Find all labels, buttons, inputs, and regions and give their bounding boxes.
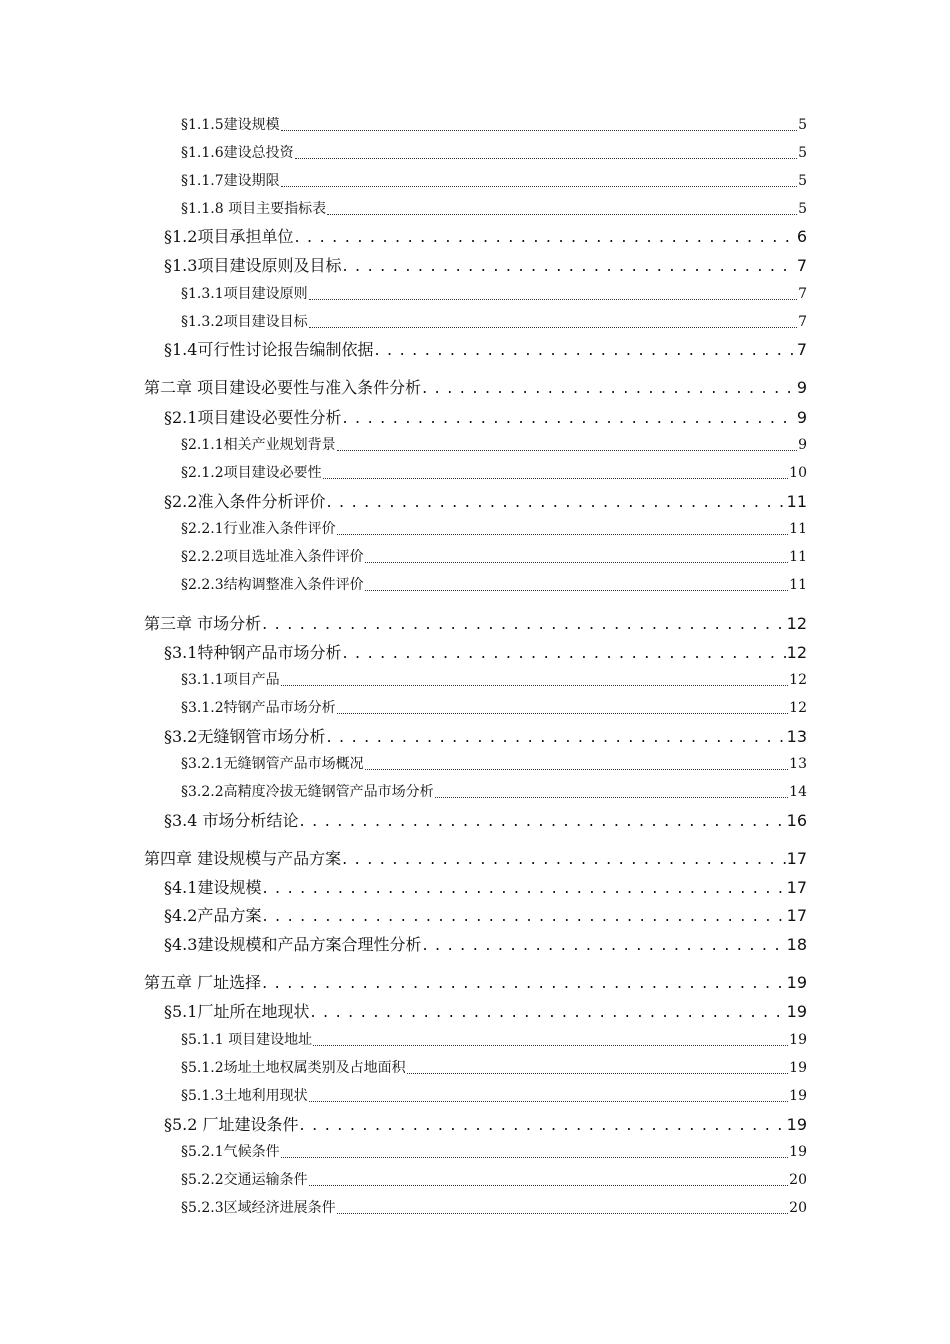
- toc-label: 建设规模: [197, 878, 262, 897]
- toc-label: §1.1.8 项目主要指标表: [181, 201, 327, 217]
- toc-entry[interactable]: [164, 640, 807, 666]
- dot-leader: [342, 408, 795, 427]
- toc-label: 厂址所在地现状: [197, 1002, 310, 1021]
- dot-leader: [309, 299, 797, 300]
- toc-label: §1.1.6建设总投资: [181, 145, 294, 161]
- dot-leader: [365, 769, 789, 770]
- dot-leader: [422, 935, 785, 954]
- toc-entry[interactable]: [181, 283, 807, 305]
- toc-label: §5.1.1 项目建设地址: [181, 1032, 313, 1048]
- toc-section: §4.3: [164, 935, 198, 954]
- dot-leader: [365, 562, 789, 563]
- toc-entry[interactable]: [181, 114, 807, 136]
- toc-section: §1.4: [164, 340, 198, 359]
- toc-page: 7: [796, 256, 807, 275]
- toc-label: 无缝钢管市场分析: [197, 727, 326, 746]
- dot-leader: [337, 713, 789, 714]
- dot-leader: [262, 878, 785, 897]
- toc-label: 第三章 市场分析: [144, 614, 262, 633]
- toc-page: 19: [789, 1088, 807, 1104]
- toc-label: §1.3.2项目建设目标: [181, 314, 308, 330]
- dot-leader: [295, 158, 797, 159]
- toc-entry[interactable]: [181, 142, 807, 164]
- toc-page: 11: [789, 577, 807, 593]
- toc-label: §5.2.3区域经济进展条件: [181, 1200, 336, 1216]
- toc-label: §1.3.1项目建设原则: [181, 286, 308, 302]
- dot-leader: [374, 340, 795, 359]
- toc-chapter[interactable]: [144, 846, 807, 872]
- toc-entry[interactable]: [164, 224, 807, 250]
- toc-entry[interactable]: [164, 1112, 807, 1138]
- toc-entry[interactable]: [181, 1169, 807, 1191]
- toc-entry[interactable]: [164, 999, 807, 1025]
- dot-leader: [281, 685, 789, 686]
- toc-label: §5.2.1气候条件: [181, 1144, 280, 1160]
- toc-entry[interactable]: [181, 434, 807, 456]
- toc-label: 项目建设原则及目标: [197, 256, 342, 275]
- dot-leader: [337, 450, 797, 451]
- toc-entry[interactable]: [181, 753, 807, 775]
- toc-label: §3.2.2高精度冷拔无缝钢管产品市场分析: [181, 784, 434, 800]
- toc-page: 20: [789, 1200, 807, 1216]
- toc-page: 12: [786, 643, 807, 662]
- dot-leader: [294, 227, 795, 246]
- toc-entry[interactable]: [181, 311, 807, 333]
- toc-label: §5.2.2交通运输条件: [181, 1172, 308, 1188]
- toc-label: §2.2.3结构调整准入条件评价: [181, 577, 364, 593]
- dot-leader: [337, 534, 789, 535]
- toc-label: 准入条件分析评价: [197, 492, 326, 511]
- toc-section: §2.1: [164, 408, 198, 427]
- dot-leader: [300, 1115, 786, 1134]
- toc-label: §2.1.2项目建设必要性: [181, 465, 322, 481]
- dot-leader: [342, 849, 786, 868]
- toc-entry[interactable]: [181, 170, 807, 192]
- dot-leader: [262, 906, 785, 925]
- toc-label: §3.2.1无缝钢管产品市场概况: [181, 756, 364, 772]
- dot-leader: [342, 256, 795, 275]
- toc-entry[interactable]: [181, 518, 807, 540]
- toc-entry[interactable]: [164, 808, 807, 834]
- dot-leader: [337, 1213, 789, 1214]
- toc-label: §3.1.2特钢产品市场分析: [181, 700, 336, 716]
- toc-page: 12: [789, 700, 807, 716]
- toc-label: 厂址建设条件: [197, 1115, 299, 1134]
- dot-leader: [326, 727, 785, 746]
- toc-page: 7: [796, 340, 807, 359]
- dot-leader: [281, 186, 797, 187]
- toc-page: 13: [789, 756, 807, 772]
- toc-entry[interactable]: [164, 405, 807, 431]
- toc-entry[interactable]: [164, 337, 807, 363]
- toc-label: 产品方案: [197, 906, 262, 925]
- toc-section: §2.2: [164, 492, 198, 511]
- toc-label: 市场分析结论: [197, 811, 299, 830]
- dot-leader: [262, 973, 786, 992]
- toc-page: 12: [786, 614, 807, 633]
- toc-entry[interactable]: [164, 724, 807, 750]
- toc-entry[interactable]: [164, 253, 807, 279]
- toc-entry[interactable]: [181, 1085, 807, 1107]
- toc-page: 9: [796, 378, 807, 397]
- dot-leader: [422, 378, 796, 397]
- toc-page: 20: [789, 1172, 807, 1188]
- toc-page: 19: [789, 1032, 807, 1048]
- toc-label: 特种钢产品市场分析: [197, 643, 342, 662]
- toc-label: §2.2.1行业准入条件评价: [181, 521, 336, 537]
- dot-leader: [309, 327, 797, 328]
- toc-entry[interactable]: [181, 1029, 807, 1051]
- toc-chapter[interactable]: [144, 375, 807, 401]
- toc-section: §1.3: [164, 256, 198, 275]
- toc-entry[interactable]: [181, 198, 807, 220]
- toc-page: 5: [798, 201, 807, 217]
- toc-entry[interactable]: [181, 1197, 807, 1219]
- toc-page: 17: [786, 878, 807, 897]
- toc-entry[interactable]: [164, 489, 807, 515]
- toc-page: 16: [786, 811, 807, 830]
- toc-label: §1.1.5建设规模: [181, 117, 280, 133]
- toc-page: 14: [789, 784, 807, 800]
- toc-chapter[interactable]: [144, 970, 807, 996]
- toc-page: 13: [786, 727, 807, 746]
- toc-page: 19: [786, 973, 807, 992]
- toc-page: 12: [789, 672, 807, 688]
- toc-label: 建设规模和产品方案合理性分析: [197, 935, 422, 954]
- toc-page: 19: [786, 1002, 807, 1021]
- toc-label: §5.1.2场址土地权属类别及占地面积: [181, 1060, 406, 1076]
- toc-page: 19: [789, 1144, 807, 1160]
- toc-entry[interactable]: [181, 1057, 807, 1079]
- toc-entry[interactable]: [181, 1141, 807, 1163]
- toc-entry[interactable]: [164, 903, 807, 929]
- dot-leader: [281, 1157, 789, 1158]
- toc-entry[interactable]: [181, 781, 807, 803]
- toc-label: §5.1.3土地利用现状: [181, 1088, 308, 1104]
- toc-page: 17: [786, 849, 807, 868]
- toc-page: 18: [786, 935, 807, 954]
- dot-leader: [327, 214, 797, 215]
- toc-page: 11: [789, 549, 807, 565]
- dot-leader: [435, 797, 789, 798]
- toc-section: §5.1: [164, 1002, 198, 1021]
- toc-label: §2.2.2项目选址准入条件评价: [181, 549, 364, 565]
- toc-entry[interactable]: [181, 669, 807, 691]
- toc-label: 第二章 项目建设必要性与准入条件分析: [144, 378, 422, 397]
- dot-leader: [262, 614, 786, 633]
- toc-entry[interactable]: [181, 546, 807, 568]
- dot-leader: [310, 1002, 785, 1021]
- toc-page: 7: [798, 314, 807, 330]
- dot-leader: [313, 1045, 788, 1046]
- dot-leader: [281, 130, 797, 131]
- toc-page: 10: [789, 465, 807, 481]
- toc-section: §1.2: [164, 227, 198, 246]
- toc-label: 可行性讨论报告编制依据: [197, 340, 374, 359]
- toc-entry[interactable]: [164, 932, 807, 958]
- toc-chapter[interactable]: [144, 611, 807, 637]
- dot-leader: [309, 1185, 789, 1186]
- toc-page: 9: [798, 437, 807, 453]
- toc-section: §3.2: [164, 727, 198, 746]
- toc-page: 17: [786, 906, 807, 925]
- toc-label: §2.1.1相关产业规划背景: [181, 437, 336, 453]
- toc-section: §3.1: [164, 643, 198, 662]
- toc-entry[interactable]: [181, 574, 807, 596]
- toc-section: §5.2: [164, 1115, 198, 1134]
- toc-entry[interactable]: [181, 462, 807, 484]
- dot-leader: [365, 590, 789, 591]
- toc-page: 19: [789, 1060, 807, 1076]
- toc-label: 项目承担单位: [197, 227, 294, 246]
- dot-leader: [342, 643, 785, 662]
- toc-label: §3.1.1项目产品: [181, 672, 280, 688]
- toc-page: 9: [796, 408, 807, 427]
- toc-page: 11: [786, 492, 807, 511]
- toc-label: 项目建设必要性分析: [197, 408, 342, 427]
- dot-leader: [407, 1073, 789, 1074]
- dot-leader: [300, 811, 786, 830]
- toc-label: 第四章 建设规模与产品方案: [144, 849, 342, 868]
- toc-page: 19: [786, 1115, 807, 1134]
- toc-page: 5: [798, 117, 807, 133]
- toc-section: §4.1: [164, 878, 198, 897]
- toc-entry[interactable]: [181, 697, 807, 719]
- dot-leader: [309, 1101, 789, 1102]
- toc-page: 5: [798, 173, 807, 189]
- toc-label: §1.1.7建设期限: [181, 173, 280, 189]
- toc-section: §4.2: [164, 906, 198, 925]
- dot-leader: [323, 478, 789, 479]
- toc-page: 6: [796, 227, 807, 246]
- toc-page: 11: [789, 521, 807, 537]
- toc-section: §3.4: [164, 811, 198, 830]
- toc-label: 第五章 厂址选择: [144, 973, 262, 992]
- toc-page: 7: [798, 286, 807, 302]
- toc-entry[interactable]: [164, 875, 807, 901]
- toc-page: 5: [798, 145, 807, 161]
- dot-leader: [326, 492, 785, 511]
